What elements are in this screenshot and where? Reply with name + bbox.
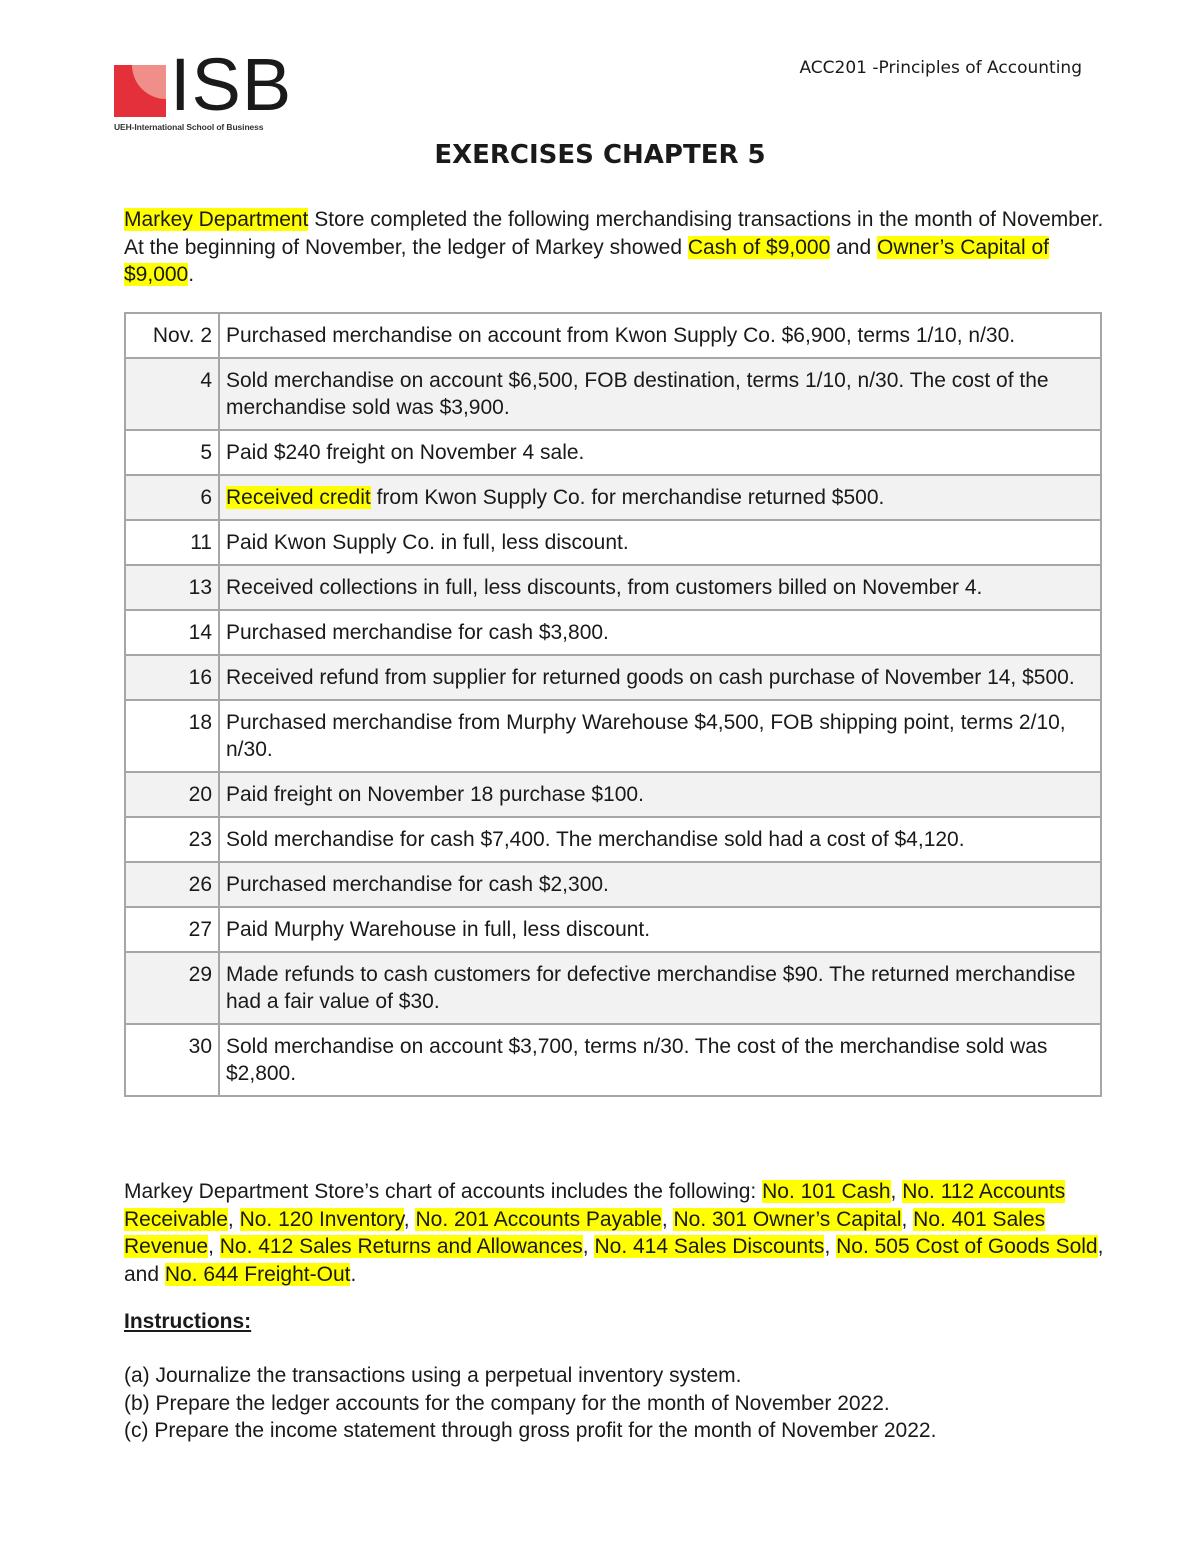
logo-subtitle: UEH-International School of Business (114, 122, 264, 132)
intro-paragraph (124, 206, 1104, 289)
account-separator: , (901, 1207, 914, 1231)
table-row (125, 1024, 1101, 1096)
transaction-description (219, 610, 1101, 655)
table-row (125, 358, 1101, 430)
account-separator: , (582, 1235, 595, 1258)
transaction-date: 6 (125, 475, 219, 520)
table-row (125, 952, 1101, 1024)
transaction-description (219, 475, 1101, 520)
transaction-description (219, 907, 1101, 952)
description-text: Purchased merchandise on account from Kwon Supply Co. $6,900, terms 1/10, n/30. (226, 324, 1016, 347)
instruction-item: (c) Prepare the income statement through gross profit for the month of November 2022. (124, 1419, 937, 1442)
table-row (125, 610, 1101, 655)
table-row (125, 565, 1101, 610)
instruction-item: (a) Journalize the transactions using a perpetual inventory system. (124, 1364, 742, 1387)
account-separator: , and (124, 1235, 1104, 1286)
accounts-lead: Markey Department Store’s chart of accounts includes the following: (124, 1180, 763, 1203)
instructions-heading: Instructions: (124, 1310, 252, 1333)
table-row (125, 817, 1101, 862)
transaction-date: 5 (125, 430, 219, 475)
intro-text: Store completed the following merchandising transactions in the month of November. At the beginning of November, the ledger of Markey showed (124, 208, 1104, 259)
description-text: Paid Murphy Warehouse in full, less discount. (226, 918, 651, 941)
account-separator: , (824, 1235, 837, 1258)
description-text: Sold merchandise on account $3,700, terms n/30. The cost of the merchandise sold was $2,800. (226, 1035, 1048, 1085)
transaction-date: 11 (125, 520, 219, 565)
account-separator: . (350, 1262, 357, 1286)
transaction-date: 29 (125, 952, 219, 1024)
logo-text: ISB (170, 43, 293, 126)
transactions-table (124, 312, 1102, 1097)
instruction-item: (b) Prepare the ledger accounts for the company for the month of November 2022. (124, 1391, 890, 1415)
transaction-description (219, 655, 1101, 700)
account-item: No. 301 Owner’s Capital (673, 1207, 902, 1231)
account-separator: , (403, 1207, 416, 1231)
transaction-description (219, 700, 1101, 772)
transaction-description (219, 952, 1101, 1024)
transaction-date: 26 (125, 862, 219, 907)
account-separator: , (227, 1207, 240, 1231)
transaction-description (219, 313, 1101, 358)
table-row (125, 475, 1101, 520)
page-title: EXERCISES CHAPTER 5 (434, 140, 766, 170)
description-text: Received collections in full, less discounts, from customers billed on November 4. (226, 576, 983, 599)
description-text: Purchased merchandise from Murphy Warehouse $4,500, FOB shipping point, terms 2/10, n/30. (226, 711, 1066, 761)
transaction-description (219, 772, 1101, 817)
account-item: No. 120 Inventory (239, 1207, 404, 1231)
account-item: No. 201 Accounts Payable (415, 1207, 662, 1231)
description-text: Sold merchandise for cash $7,400. The merchandise sold had a cost of $4,120. (226, 828, 965, 851)
table-row (125, 520, 1101, 565)
transaction-description (219, 817, 1101, 862)
intro-and: and (830, 235, 877, 259)
transaction-description (219, 565, 1101, 610)
highlight-capital: Owner’s Capital of $9,000 (124, 235, 1049, 286)
account-item: No. 101 Cash (762, 1180, 891, 1203)
account-separator: , (890, 1180, 903, 1203)
table-row (125, 430, 1101, 475)
description-text: Purchased merchandise for cash $3,800. (226, 621, 609, 644)
description-text: Paid Kwon Supply Co. in full, less discount. (226, 531, 629, 554)
course-title: ACC201 -Principles of Accounting (799, 58, 1082, 78)
transaction-description (219, 358, 1101, 430)
chart-of-accounts-paragraph (124, 1178, 1104, 1288)
transaction-description (219, 862, 1101, 907)
description-text: Paid $240 freight on November 4 sale. (226, 441, 585, 464)
highlight-cash: Cash of $9,000 (687, 235, 831, 259)
transaction-date: 20 (125, 772, 219, 817)
description-text: Purchased merchandise for cash $2,300. (226, 873, 609, 896)
account-item: No. 644 Freight-Out (164, 1262, 351, 1286)
transaction-date: 16 (125, 655, 219, 700)
table-row (125, 700, 1101, 772)
description-text-after: from Kwon Supply Co. for merchandise returned $500. (370, 486, 885, 509)
account-item: No. 412 Sales Returns and Allowances (219, 1235, 583, 1258)
description-text: Paid freight on November 18 purchase $100. (226, 783, 644, 806)
table-row (125, 862, 1101, 907)
transaction-description (219, 1024, 1101, 1096)
transaction-date: 13 (125, 565, 219, 610)
transaction-date: 30 (125, 1024, 219, 1096)
transaction-date: 23 (125, 817, 219, 862)
table-row (125, 313, 1101, 358)
logo-mark-icon (114, 65, 166, 117)
account-item: No. 112 Accounts Receivable (124, 1180, 1066, 1231)
account-item: No. 505 Cost of Goods Sold (836, 1235, 1098, 1258)
account-item: No. 414 Sales Discounts (594, 1235, 825, 1258)
transaction-date: 27 (125, 907, 219, 952)
transaction-description (219, 520, 1101, 565)
account-separator: , (661, 1207, 674, 1231)
description-highlight: Received credit (226, 486, 371, 509)
transaction-date: Nov. 2 (125, 313, 219, 358)
transaction-description (219, 430, 1101, 475)
table-row (125, 907, 1101, 952)
transaction-date: 4 (125, 358, 219, 430)
table-row (125, 655, 1101, 700)
description-text: Sold merchandise on account $6,500, FOB destination, terms 1/10, n/30. The cost of the merchandise sold was $3,900. (226, 369, 1049, 419)
account-separator: , (208, 1235, 220, 1258)
transaction-date: 14 (125, 610, 219, 655)
intro-end: . (188, 263, 195, 286)
highlight-company: Markey Department (124, 208, 309, 231)
instructions-list (124, 1362, 1104, 1445)
account-item: No. 401 Sales Revenue (124, 1207, 1046, 1258)
transaction-date: 18 (125, 700, 219, 772)
table-row (125, 772, 1101, 817)
description-text: Received refund from supplier for returned goods on cash purchase of November 14, $500. (226, 666, 1075, 689)
description-text: Made refunds to cash customers for defective merchandise $90. The returned merchandise had a fair value of $30. (226, 963, 1076, 1013)
isb-logo (114, 43, 293, 134)
